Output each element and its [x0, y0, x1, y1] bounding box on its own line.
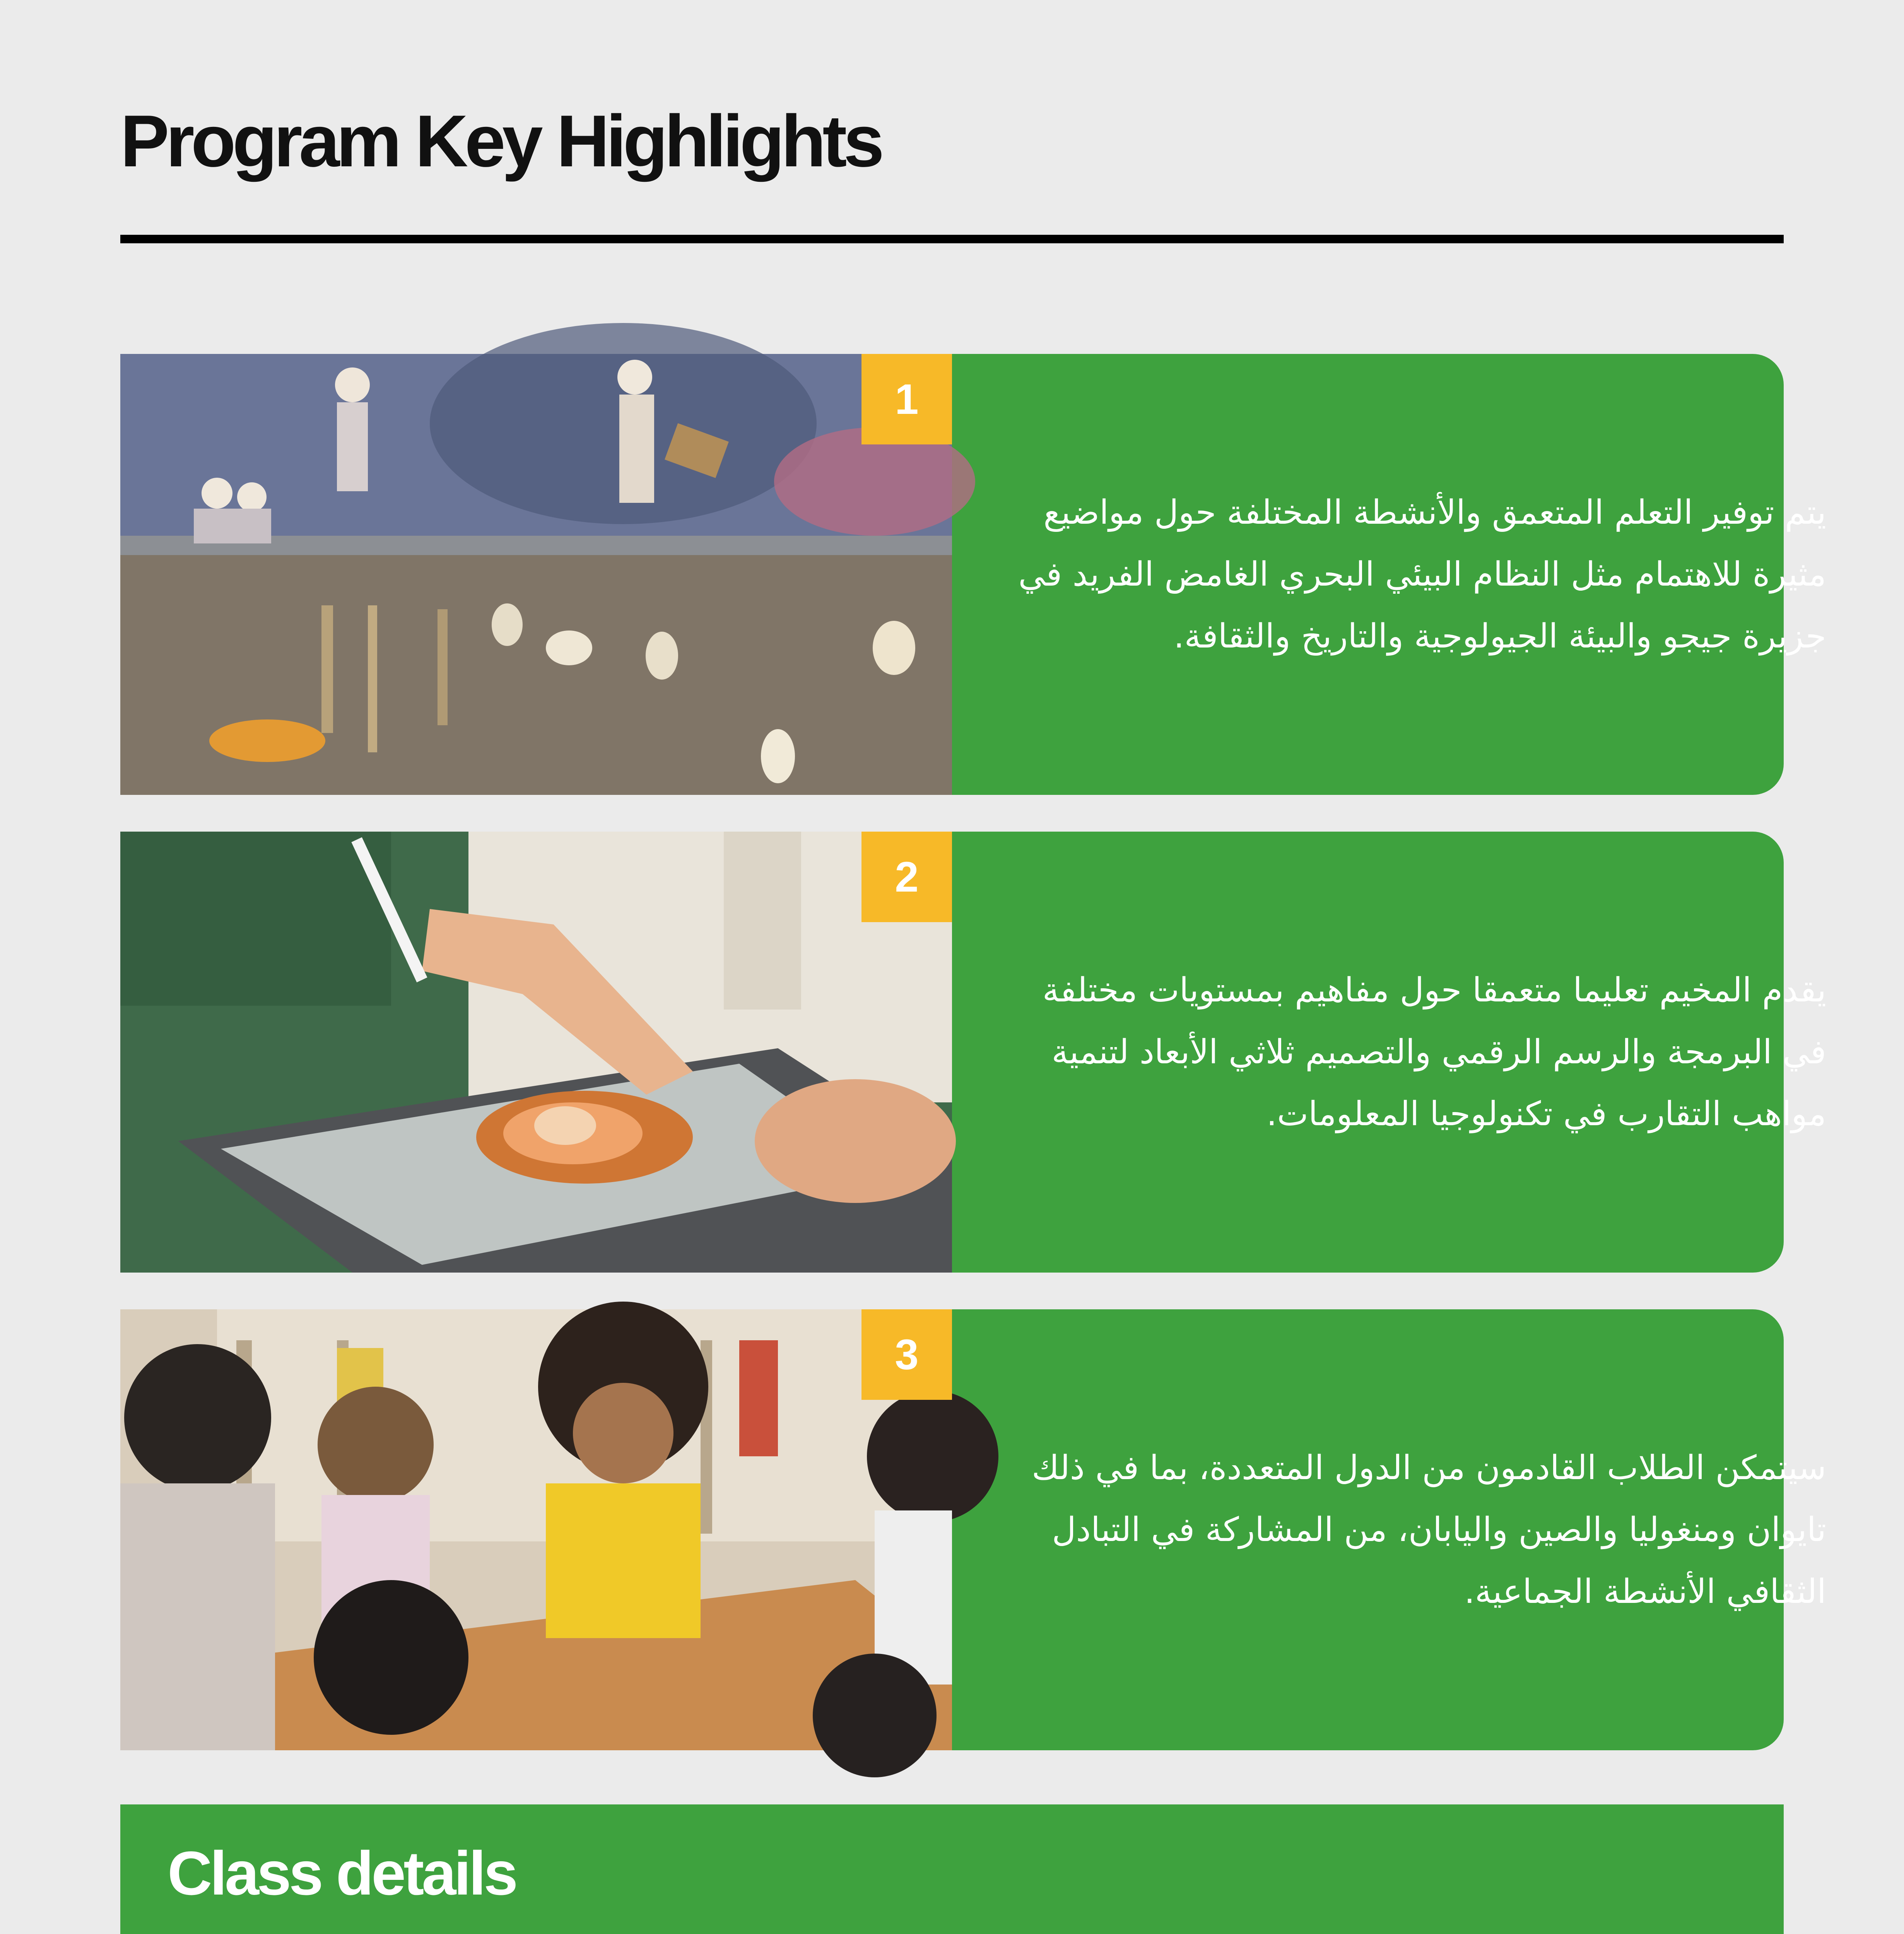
highlight-text: يتم توفير التعلم المتعمق والأنشطة المختلفة حول مواضيع مثيرة للاهتمام مثل النظام البيئي البحري الغامض الفريد في جزيرة جيجو والبيئة الجيولوجية والتاريخ والثقافة.	[1018, 493, 1826, 656]
highlight-image-3	[120, 1309, 952, 1750]
highlight-image-2	[120, 832, 952, 1273]
highlight-card-1	[120, 354, 1826, 795]
page-title: Program Key Highlights	[120, 100, 881, 182]
highlight-card-2	[120, 832, 1826, 1273]
highlight-number-badge: 1	[861, 354, 952, 444]
highlight-number-badge: 3	[861, 1309, 952, 1400]
highlight-text: سيتمكن الطلاب القادمون من الدول المتعددة، بما في ذلك تايوان ومنغوليا والصين واليابان، من المشاركة في التبادل الثقافي الأنشطة الجماعية.	[1032, 1449, 1826, 1611]
class-details-heading: Class details	[167, 1838, 516, 1908]
highlight-text-block	[1010, 1309, 1826, 1750]
class-details-header	[120, 1804, 1784, 1934]
highlight-text: يقدم المخيم تعليما متعمقا حول مفاهيم بمستويات مختلفة في البرمجة والرسم الرقمي والتصميم ثلاثي الأبعاد لتنمية مواهب التقارب في تكنولوجيا المعلومات.	[1042, 971, 1826, 1133]
highlight-text-block	[1010, 832, 1826, 1273]
highlight-number-badge: 2	[861, 832, 952, 922]
title-underline	[120, 235, 1784, 243]
highlight-text-block	[1010, 354, 1826, 795]
highlight-image-1	[120, 354, 952, 795]
highlight-card-3	[120, 1309, 1826, 1750]
